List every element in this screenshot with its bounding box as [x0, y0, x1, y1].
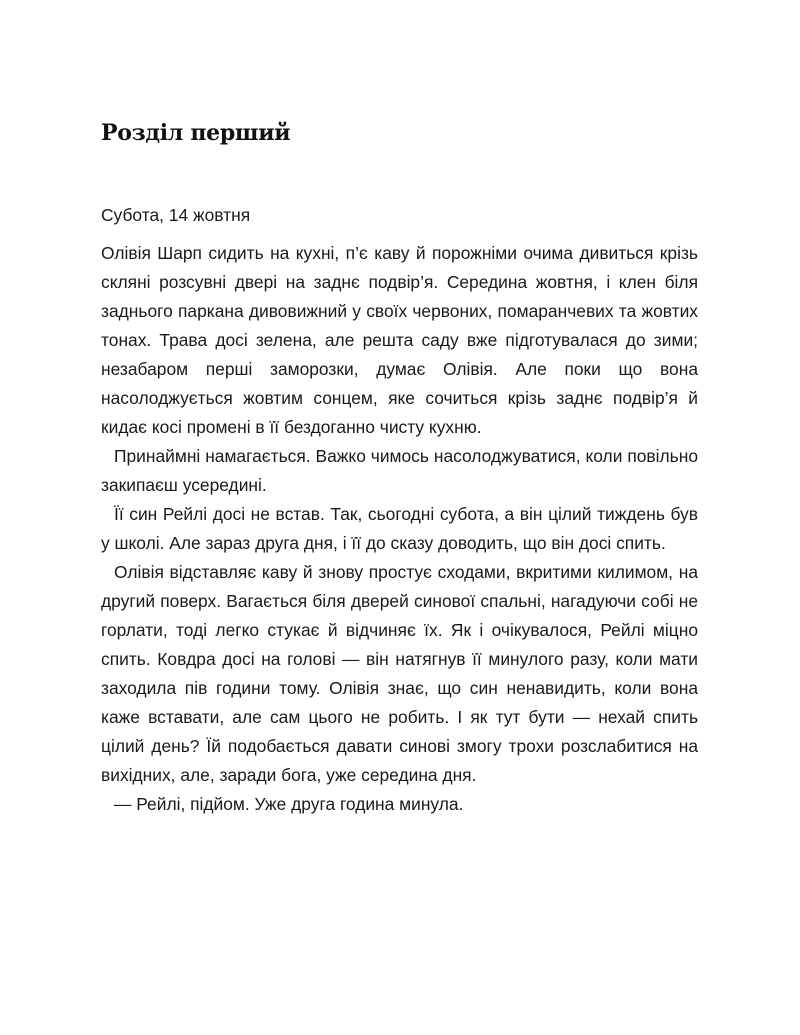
- paragraph-4: Олівія відставляє каву й знову простує сходами, вкритими килимом, на другий поверх. Вагається біля дверей синової спальні, нагадуючи собі не горлати, тоді легко стукає й відчиняє їх. Як і очікувалося, Рейлі міцно спить. Ковдра досі на голові — він натягнув її минулого разу, коли мати заходила пів години тому. Олівія знає, що син ненавидить, коли вона каже вставати, але сам цього не робить. І як тут бути — нехай спить цілий день? Їй подобається давати синові змогу трохи розслабитися на вихідних, але, заради бога, уже середина дня.: [101, 562, 698, 785]
- chapter-body: [101, 201, 698, 819]
- paragraph-1: Олівія Шарп сидить на кухні, п’є каву й порожніми очима дивиться крізь скляні розсувні двері на заднє подвір’я. Середина жовтня, і клен біля заднього паркана дивовижний у своїх червоних, помаранчевих та жовтих тонах. Трава досі зелена, але решта саду вже підготувалася до зими; незабаром перші заморозки, думає Олівія. Але поки що вона насолоджується жовтим сонцем, яке сочиться крізь заднє подвір’я й кидає косі промені в її бездоганно чисту кухню.: [101, 243, 698, 437]
- date-line: Субота, 14 жовтня: [101, 205, 251, 225]
- chapter-title: Розділ перший: [101, 120, 291, 146]
- paragraph-3: Її син Рейлі досі не встав. Так, сьогодні субота, а він цілий тиждень був у школі. Але зараз друга дня, і її до сказу доводить, що він досі спить.: [101, 504, 698, 553]
- paragraph-2: Принаймні намагається. Важко чимось насолоджуватися, коли повільно закипаєш усередині.: [101, 446, 698, 495]
- paragraph-5-dialogue: — Рейлі, підйом. Уже друга година минула.: [114, 794, 464, 814]
